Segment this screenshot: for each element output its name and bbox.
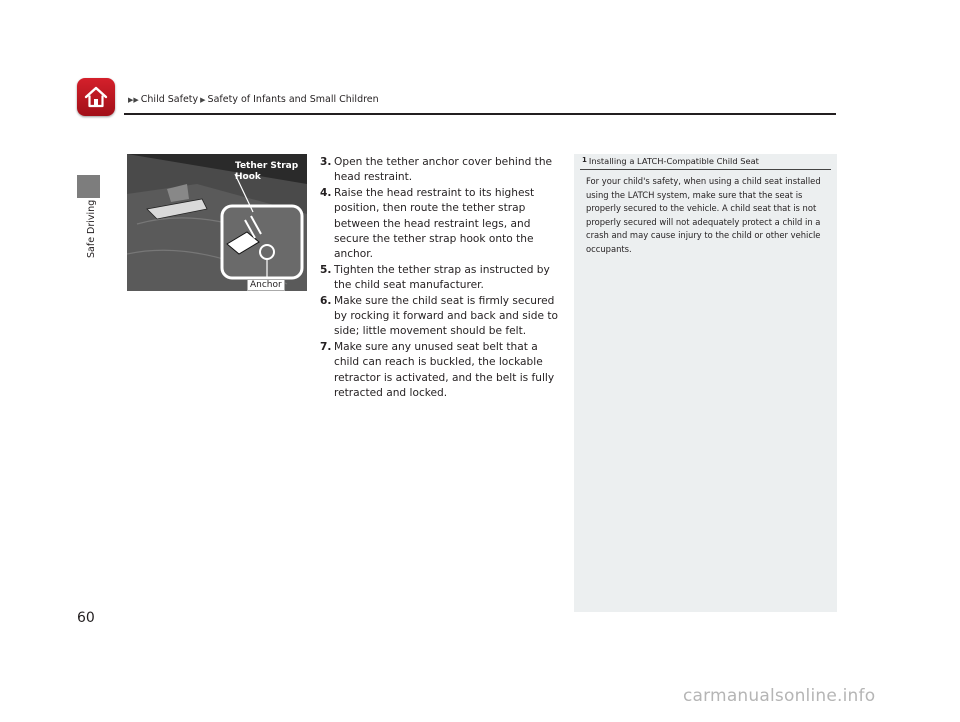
step-item [320, 155, 560, 186]
step-text: Tighten the tether strap as instructed by the child seat manufacturer. [334, 263, 550, 292]
note-title [582, 156, 759, 166]
note-body: For your child's safety, when using a child seat installed using the LATCH system, make sure that the seat is properly secured to the vehicle. A child seat that is not properly secured will not adequately protect a child in a crash and may cause injury to the child or other vehicle occupants. [586, 176, 821, 254]
section-label: Safe Driving [86, 200, 97, 259]
note-title-text[interactable]: Installing a LATCH-Compatible Child Seat [588, 156, 759, 166]
note-panel [574, 154, 837, 612]
step-item [320, 186, 560, 263]
breadcrumb-item-safety-infants[interactable]: Safety of Infants and Small Children [207, 94, 379, 105]
breadcrumb [128, 94, 379, 105]
step-number: 6. [320, 294, 332, 307]
step-text: Make sure the child seat is firmly secured by rocking it forward and back and side to side; little movement should be felt. [334, 294, 558, 338]
step-item [320, 294, 560, 340]
instruction-steps [320, 155, 560, 402]
step-number: 3. [320, 156, 332, 168]
watermark: carmanualsonline.info [683, 686, 876, 706]
callout-anchor: Anchor [247, 279, 285, 291]
triangle-right-icon: ▶▶ [128, 95, 139, 104]
step-item [320, 340, 560, 402]
triangle-right-icon: ▶ [200, 95, 206, 104]
callout-tether-strap-hook: Tether Strap Hook [235, 161, 299, 182]
page-number: 60 [77, 610, 95, 626]
home-icon [83, 85, 109, 109]
section-tab-marker [77, 175, 100, 198]
step-text: Make sure any unused seat belt that a child can reach is buckled, the lockable retractor is activated, and the belt is fully retracted and locked. [334, 340, 555, 400]
header-divider [124, 113, 836, 115]
note-reference-icon: 1 [582, 156, 587, 164]
step-text: Open the tether anchor cover behind the head restraint. [334, 156, 553, 184]
step-number: 7. [320, 340, 332, 353]
step-number: 4. [320, 186, 332, 199]
breadcrumb-item-child-safety[interactable]: Child Safety [140, 94, 199, 105]
step-text: Raise the head restraint to its highest position, then route the tether strap between the head restraint legs, and secure the tether strap hook onto the anchor. [334, 186, 535, 261]
home-button[interactable] [77, 78, 115, 116]
step-item [320, 263, 560, 294]
step-number: 5. [320, 263, 332, 276]
note-divider [580, 169, 831, 170]
